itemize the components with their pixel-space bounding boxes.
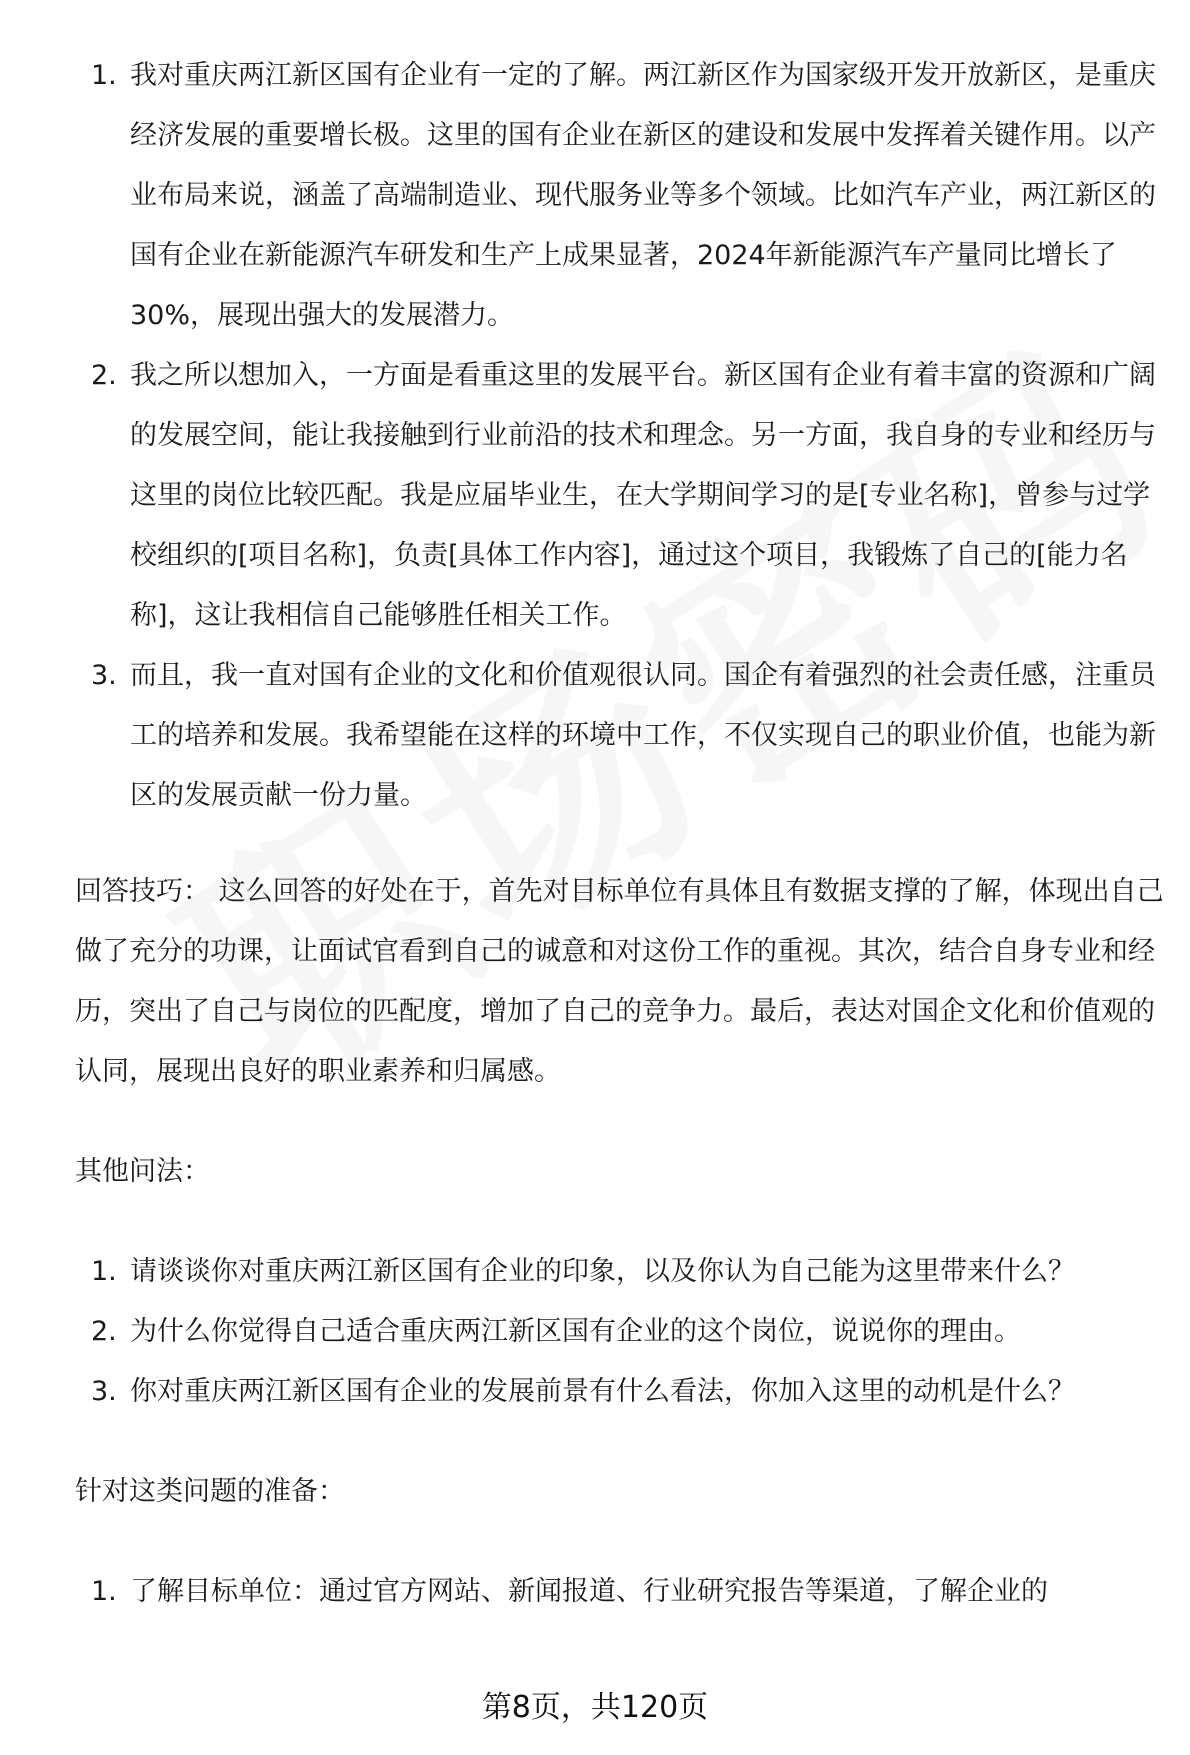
list-item-text: 为什么你觉得自己适合重庆两江新区国有企业的这个岗位，说说你的理由。 bbox=[130, 1316, 1021, 1347]
list-number: 2. bbox=[91, 360, 117, 391]
answer-list bbox=[75, 46, 1165, 826]
list-item-text: 我之所以想加入，一方面是看重这里的发展平台。新区国有企业有着丰富的资源和广阔的发展空间，能让我接触到行业前沿的技术和理念。另一方面，我自身的专业和经历与这里的岗位比较匹配。我是应届毕业生，在大学期间学习的是[专业名称]，曾参与过学校组织的[项目名称]，负责[具体工作内容]，通过这个项目，我锻炼了自己的[能力名称]，这让我相信自己能够胜任相关工作。 bbox=[130, 360, 1156, 631]
document-content bbox=[75, 46, 1165, 1622]
list-item-text: 你对重庆两江新区国有企业的发展前景有什么看法，你加入这里的动机是什么？ bbox=[130, 1376, 1075, 1407]
list-item-text: 请谈谈你对重庆两江新区国有企业的印象，以及你认为自己能为这里带来什么？ bbox=[130, 1256, 1075, 1287]
list-item bbox=[75, 1242, 1165, 1302]
list-item bbox=[75, 46, 1165, 346]
list-number: 1. bbox=[91, 1576, 117, 1607]
list-number: 3. bbox=[91, 660, 117, 691]
page-number-footer: 第8页，共120页 bbox=[481, 1690, 709, 1725]
list-number: 1. bbox=[91, 60, 117, 91]
list-item-text: 我对重庆两江新区国有企业有一定的了解。两江新区作为国家级开发开放新区，是重庆经济发展的重要增长极。这里的国有企业在新区的建设和发展中发挥着关键作用。以产业布局来说，涵盖了高端制造业、现代服务业等多个领域。比如汽车产业，两江新区的国有企业在新能源汽车研发和生产上成果显著，2024年新能源汽车产量同比增长了30%，展现出强大的发展潜力。 bbox=[130, 60, 1156, 331]
list-number: 1. bbox=[91, 1256, 117, 1287]
list-item bbox=[75, 1562, 1165, 1622]
list-number: 3. bbox=[91, 1376, 117, 1407]
list-item bbox=[75, 646, 1165, 826]
list-number: 2. bbox=[91, 1316, 117, 1347]
preparation-list bbox=[75, 1562, 1165, 1622]
preparation-heading: 针对这类问题的准备： bbox=[75, 1476, 345, 1507]
list-item-text: 而且，我一直对国有企业的文化和价值观很认同。国企有着强烈的社会责任感，注重员工的培养和发展。我希望能在这样的环境中工作，不仅实现自己的职业价值，也能为新区的发展贡献一份力量。 bbox=[130, 660, 1156, 811]
answer-tips: 回答技巧： 这么回答的好处在于，首先对目标单位有具体且有数据支撑的了解，体现出自己做了充分的功课，让面试官看到自己的诚意和对这份工作的重视。其次，结合自身专业和经历，突出了自己与岗位的匹配度，增加了自己的竞争力。最后，表达对国企文化和价值观的认同，展现出良好的职业素养和归属感。 bbox=[75, 876, 1164, 1087]
other-questions-heading: 其他问法： bbox=[75, 1156, 210, 1187]
list-item bbox=[75, 346, 1165, 646]
list-item bbox=[75, 1362, 1165, 1422]
list-item bbox=[75, 1302, 1165, 1362]
other-questions-list bbox=[75, 1242, 1165, 1422]
list-item-text: 了解目标单位：通过官方网站、新闻报道、行业研究报告等渠道，了解企业的 bbox=[130, 1576, 1048, 1607]
